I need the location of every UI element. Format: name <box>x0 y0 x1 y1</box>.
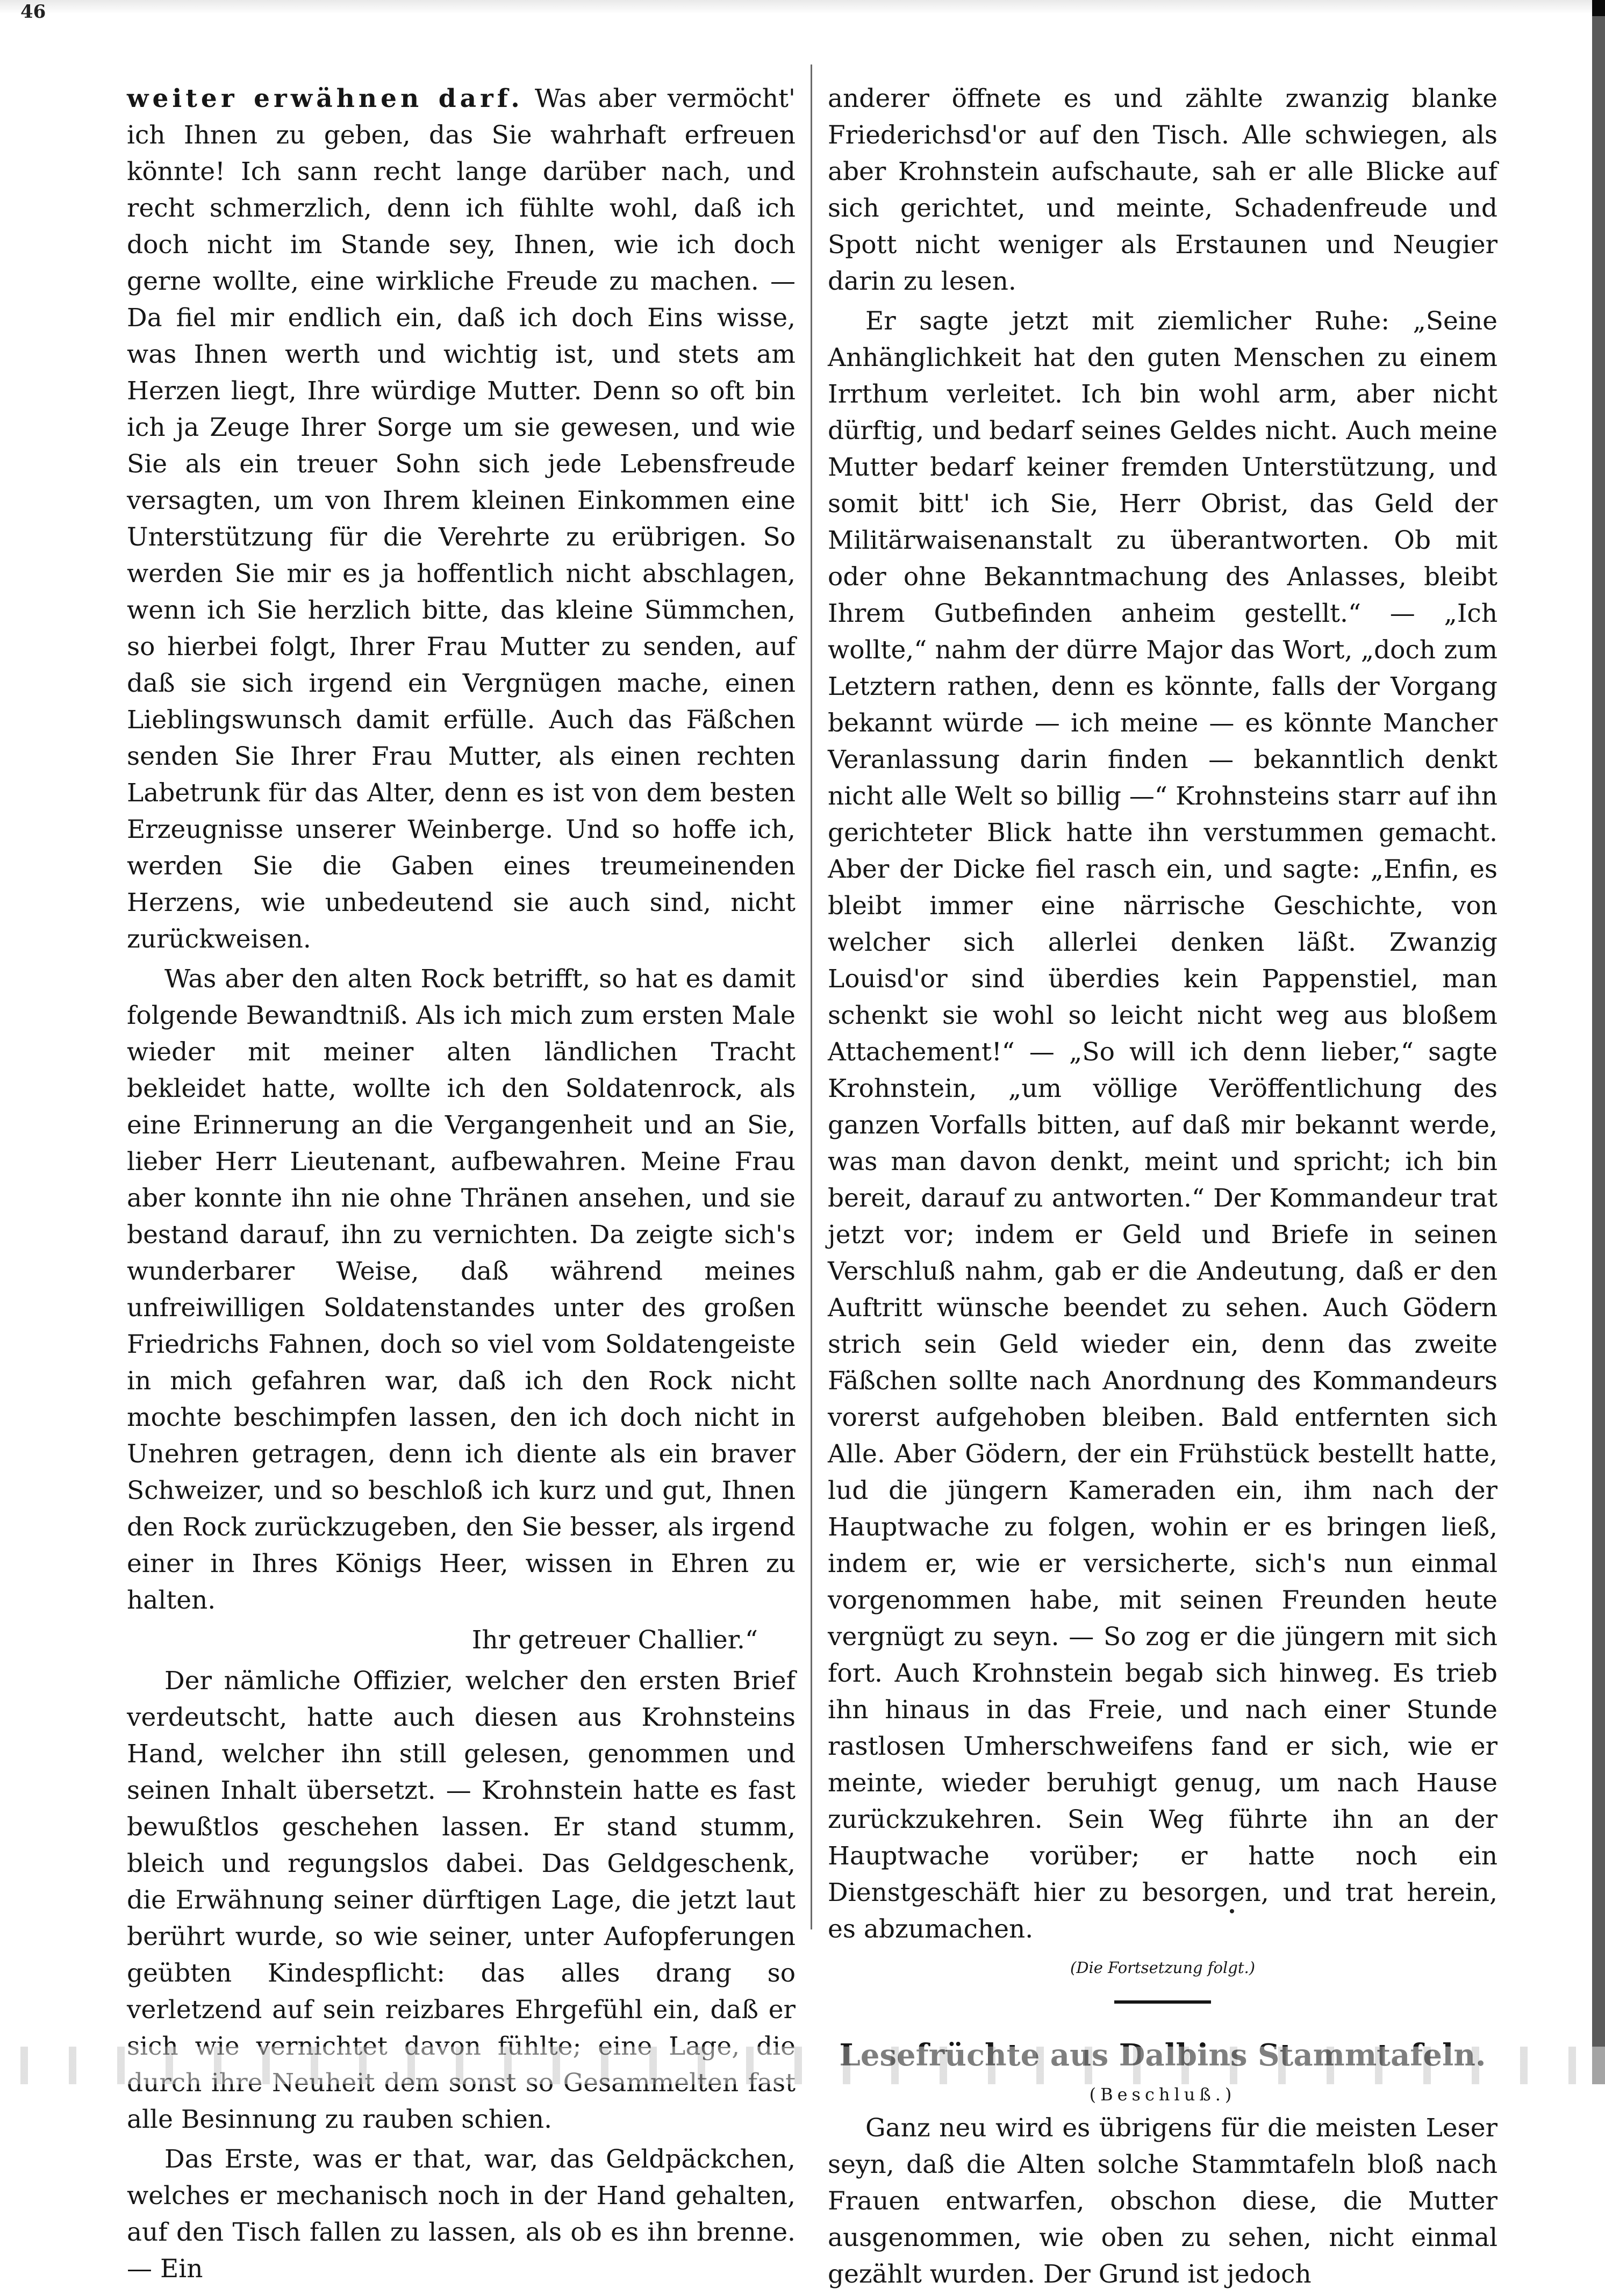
letter-paragraph-1 <box>127 81 796 958</box>
article-title: Lesefrüchte aus Dalbins Stammtafeln. <box>839 2037 1486 2073</box>
right-column <box>828 81 1497 2296</box>
section-rule <box>1114 2000 1211 2004</box>
narrative-paragraph-3: anderer öffnete es und zählte zwanzig blanke Friederichsd'or auf den Tisch. Alle schwiegen, als aber Krohnstein aufschaute, sah er alle Blicke auf sich gerichtet, und meinte, Schadenfreude und Spott nicht weniger als Erstaunen und Neugier darin zu lesen. <box>828 84 1497 296</box>
scan-top-edge <box>0 0 1605 14</box>
column-divider <box>811 64 812 1929</box>
article-paragraph: Ganz neu wird es übrigens für die meisten Leser seyn, daß die Alten solche Stammtafeln bloß nach Frauen entwarfen, obschon diese, die Mutter ausgenommen, wie oben zu sehen, nicht einmal gezählt wurden. Der Grund ist jedoch <box>828 2113 1497 2289</box>
narrative-paragraph-2: Das Erste, was er that, war, das Geldpäckchen, welches er mechanisch noch in der Hand gehalten, auf den Tisch fallen zu lassen, als ob es ihn brenne. — Ein <box>127 2144 796 2284</box>
paragraph-lead-text: weiter erwähnen darf. <box>127 84 524 113</box>
scan-bottom-edge <box>0 2047 1605 2084</box>
page-number: 46 <box>20 1 46 23</box>
narrative-paragraph-4: Er sagte jetzt mit ziemlicher Ruhe: „Seine Anhänglichkeit hat den guten Menschen zu einem Irrthum verleitet. Ich bin wohl arm, aber nicht dürftig, und bedarf seines Geldes nicht. Auch meine Mutter bedarf keiner fremden Unterstützung, und somit bitt' ich Sie, Herr Obrist, das Geld der Militärwaisenanstalt zu überantworten. Ob mit oder ohne Bekanntmachung des Anlasses, bleibt Ihrem Gutbefinden anheim gestellt.“ — „Ich wollte,“ nahm der dürre Major das Wort, „doch zum Letztern rathen, denn es könnte, falls der Vorgang bekannt würde — ich meine — es könnte Mancher Veranlassung darin finden — bekanntlich denkt nicht alle Welt so billig —“ Krohnsteins starr auf ihn gerichteter Blick hatte ihn verstummen gemacht. Aber der Dicke fiel rasch ein, und sagte: „Enfin, es bleibt immer eine närrische Geschichte, von welcher sich allerlei denken läßt. Zwanzig Louisd'or sind überdies kein Pappenstiel, man schenkt sie wohl so leicht nicht weg aus bloßem Attachement!“ — „So will ich denn lieber,“ sagte Krohnstein, „um völlige Veröffentlichung des ganzen Vorfalls bitten, auf daß mir bekannt werde, was man davon denkt, meint und spricht; ich bin bereit, darauf zu antworten.“ Der Kommandeur trat jetzt vor; indem er Geld und Briefe in seinen Verschluß nahm, gab er die Andeutung, daß er den Auftritt wünsche beendet zu sehen. Auch Gödern strich sein Geld wieder ein, denn das zweite Fäßchen sollte nach Anordnung des Kommandeurs vorerst aufgehoben bleiben. Bald entfernten sich Alle. Aber Gödern, der ein Frühstück bestellt hatte, lud die jüngern Kameraden ein, ihm nach der Hauptwache zu folgen, wohin er es bringen ließ, indem er, wie er versicherte, sich's nun einmal vorgenommen habe, mit seinen Freunden heute vergnügt zu seyn. — So zog er die jüngern mit sich fort. Auch Krohnstein begab sich hinweg. Es trieb ihn hinaus in das Freie, und nach einer Stunde rastlosen Umherschweifens fand er sich, wie er meinte, wieder beruhigt genug, um nach Hause zurückzukehren. Sein Weg führte ihn an der Hauptwache vorüber; er hatte noch ein Dienstgeschäft hier zu besorgen, und trat herein, es abzumachen. <box>828 306 1497 1944</box>
continuation-note: (Die Fortsetzung folgt.) <box>1070 1958 1256 1977</box>
conclusion-label: (Beschluß.) <box>1089 2084 1236 2105</box>
letter-paragraph-2: Was aber den alten Rock betrifft, so hat es damit folgende Bewandtniß. Als ich mich zum ersten Male wieder mit meiner alten ländlichen Tracht bekleidet hatte, wollte ich den Soldatenrock, als eine Erinnerung an die Vergangenheit und an Sie, lieber Herr Lieutenant, aufbewahren. Meine Frau aber konnte ihn nie ohne Thränen ansehen, und sie bestand darauf, ihn zu vernichten. Da zeigte sich's wunderbarer Weise, daß während meines unfreiwilligen Soldatenstandes unter des großen Friedrichs Fahnen, doch so viel vom Soldatengeiste in mich gefahren war, daß ich den Rock nicht mochte beschimpfen lassen, den ich doch nicht in Unehren getragen, denn ich diente als ein braver Schweizer, und so beschloß ich kurz und gut, Ihnen den Rock zurückzugeben, den Sie besser, als irgend einer in Ihres Königs Heer, wissen in Ehren zu halten. <box>127 964 796 1615</box>
letter-signature: Ihr getreuer Challier.“ <box>471 1625 758 1655</box>
ink-dot <box>1230 1909 1234 1913</box>
scan-right-edge <box>1592 0 1605 2084</box>
left-column <box>127 81 796 2291</box>
scan-corner-tab <box>1592 0 1605 16</box>
narrative-paragraph-1: Der nämliche Offizier, welcher den ersten Brief verdeutscht, hatte auch diesen aus Krohnsteins Hand, welcher ihn still gelesen, genommen und seinen Inhalt übersetzt. — Krohnstein hatte es fast bewußtlos geschehen lassen. Er stand stumm, bleich und regungslos dabei. Das Geldgeschenk, die Erwähnung seiner dürftigen Lage, die jetzt laut berührt wurde, so wie seiner, unter Aufopferungen geübten Kindespflicht: das alles drang so verletzend auf sein reizbares Ehrgefühl ein, daß er sich wie vernichtet davon fühlte; eine Lage, die durch ihre Neuheit dem sonst so Gesammelten fast alle Besinnung zu rauben schien. <box>127 1666 796 2134</box>
paragraph-text: Was aber vermöcht' ich Ihnen zu geben, das Sie wahrhaft erfreuen könnte! Ich sann recht lange darüber nach, und recht schmerzlich, denn ich fühlte wohl, daß ich doch nicht im Stande sey, Ihnen, wie ich doch gerne wollte, eine wirkliche Freude zu machen. — Da fiel mir endlich ein, daß ich doch Eins wisse, was Ihnen werth und wichtig ist, und stets am Herzen liegt, Ihre würdige Mutter. Denn so oft bin ich ja Zeuge Ihrer Sorge um sie gewesen, und wie Sie als ein treuer Sohn sich jede Lebensfreude versagten, um von Ihrem kleinen Einkommen eine Unterstützung für die Verehrte zu erübrigen. So werden Sie mir es ja hoffentlich nicht abschlagen, wenn ich Sie herzlich bitte, das kleine Sümmchen, so hierbei folgt, Ihrer Frau Mutter zu senden, auf daß sie sich irgend ein Vergnügen mache, einen Lieblingswunsch damit erfülle. Auch das Fäßchen senden Sie Ihrer Frau Mutter, als einen rechten Labetrunk für das Alter, denn es ist von dem besten Erzeugnisse unserer Weinberge. Und so hoffe ich, werden Sie die Gaben eines treumeinenden Herzens, wie unbedeutend sie auch sind, nicht zurückweisen. <box>127 84 796 954</box>
